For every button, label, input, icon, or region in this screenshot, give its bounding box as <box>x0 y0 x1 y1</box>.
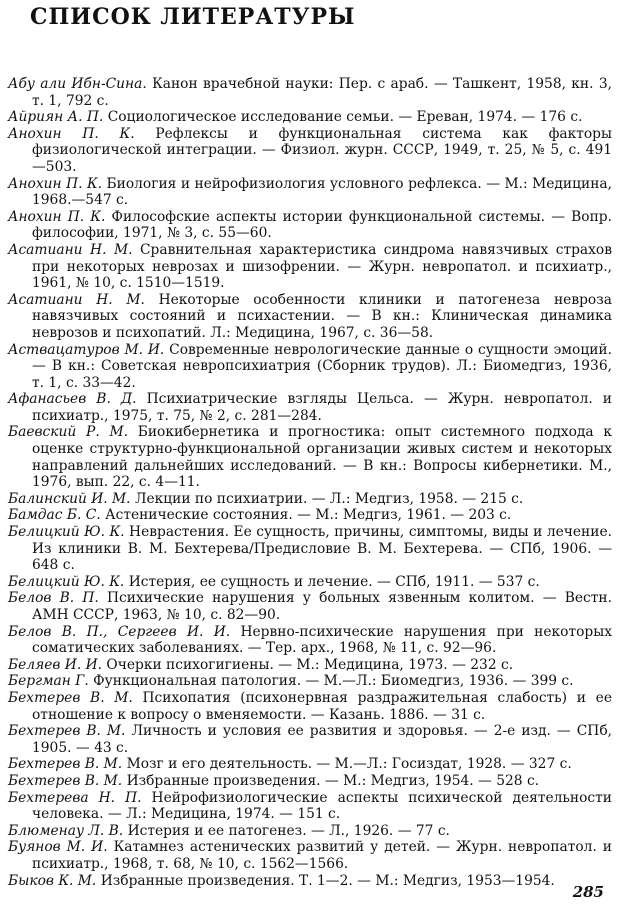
entry-text: Некоторые особенности клиники и патогенеза невроза навязчивых состояний и психастении. — В кн.: Клиническая динамика неврозов и психопатий. Л.: Медицина, 1967, с. 36—58. <box>32 291 612 341</box>
entry-text: Социологическое исследование семьи. — Ереван, 1974. — 176 с. <box>107 109 583 126</box>
entry-text: Биология и нейрофизиология условного рефлекса. — М.: Медицина, 1968.—547 с. <box>32 175 613 209</box>
bibliography-list <box>8 76 612 889</box>
list-item <box>8 773 612 790</box>
entry-text: Истерия и ее патогенез. — Л., 1926. — 77 с. <box>127 822 450 839</box>
entry-author: Блюменау Л. В. <box>8 822 124 839</box>
list-item <box>8 126 612 176</box>
entry-text: Биокибернетика и прогностика: опыт системного подхода к оценке структурно-функциональной организации живых систем и некоторых направлений дальнейших исследований. — В кн.: Вопросы кибернетики. М., 1976, вып. 22, с. 4—11. <box>32 424 612 491</box>
entry-author: Анохин П. К. <box>8 208 106 225</box>
entry-text: Астенические состояния. — М.: Медгиз, 1961. — 203 с. <box>105 507 512 524</box>
list-item <box>8 657 612 674</box>
list-item <box>8 839 612 872</box>
entry-text: Канон врачебной науки: Пер. с араб. — Ташкент, 1958, кн. 3, т. 1, 792 с. <box>32 76 612 109</box>
entry-author: Белов В. П. <box>8 590 99 607</box>
entry-author: Бехтерева Н. П. <box>8 789 142 806</box>
entry-author: Бехтерев В. М. <box>8 689 133 706</box>
list-item <box>8 242 612 292</box>
entry-author: Бехтерев В. М. <box>8 756 123 773</box>
entry-text: Избранные произведения. Т. 1—2. — М.: Медгиз, 1953—1954. <box>100 872 555 889</box>
entry-author: Бергман Г. <box>8 673 89 690</box>
entry-author: Афанасьев В. Д. <box>8 391 137 408</box>
entry-author: Асатиани Н. М. <box>8 241 133 258</box>
entry-author: Анохин П. К. <box>8 175 103 192</box>
entry-author: Быков К. М. <box>8 872 97 889</box>
list-item <box>8 507 612 524</box>
list-item <box>8 491 612 508</box>
entry-author: Бехтерев В. М. <box>8 723 126 740</box>
list-item <box>8 723 612 756</box>
entry-author: Асатиани Н. М. <box>8 291 145 308</box>
entry-author: Буянов М. И. <box>8 839 108 856</box>
page-title: СПИСОК ЛИТЕРАТУРЫ <box>30 4 356 30</box>
entry-text: Лекции по психиатрии. — Л.: Медгиз, 1958. — 215 с. <box>134 490 524 507</box>
list-item <box>8 590 612 623</box>
entry-author: Баевский Р. М. <box>8 424 128 441</box>
list-item <box>8 391 612 424</box>
list-item <box>8 176 612 209</box>
entry-text: Нейрофизиологические аспекты психической деятельности человека. — Л.: Медицина, 1974. — 151 с. <box>32 789 612 823</box>
entry-text: Философские аспекты истории функциональной системы. — Вопр. философии, 1971, № 3, с. 55—60. <box>32 208 613 242</box>
entry-author: Абу али Ибн-Сина. <box>8 76 147 92</box>
list-item <box>8 624 612 657</box>
entry-text: Очерки психогигиены. — М.: Медицина, 1973. — 232 с. <box>106 656 514 673</box>
list-item <box>8 292 612 342</box>
entry-text: Катамнез астенических развитий у детей. — Журн. невропатол. и психиатр., 1968, т. 68, № 10, с. 1562—1566. <box>32 839 613 872</box>
entry-text: Сравнительная характеристика синдрома навязчивых страхов при некоторых неврозах и шизофрении. — Журн. невропатол. и психиатр., 1961, № 10, с. 1510—1519. <box>32 241 612 292</box>
entry-text: Личность и условия ее развития и здоровья. — 2-е изд. — СПб, 1905. — 43 с. <box>32 723 613 756</box>
list-item <box>8 424 612 490</box>
list-item <box>8 873 612 890</box>
entry-author: Белов В. П., Сергеев И. И. <box>8 623 231 640</box>
list-item <box>8 209 612 242</box>
entry-text: Мозг и его деятельность. — М.—Л.: Госиздат, 1928. — 327 с. <box>126 756 572 773</box>
entry-author: Аствацатуров М. И. <box>8 341 165 358</box>
entry-text: Избранные произведения. — М.: Медгиз, 1954. — 528 с. <box>126 772 540 789</box>
entry-author: Айриян А. П. <box>8 109 104 126</box>
entry-text: Психиатрические взгляды Цельса. — Журн. невропатол. и психиатр., 1975, т. 75, № 2, с. 281—284. <box>32 391 612 424</box>
entry-author: Бехтерев В. М. <box>8 772 123 789</box>
list-item <box>8 76 612 109</box>
list-item <box>8 790 612 823</box>
entry-text: Современные неврологические данные о сущности эмоций. — В кн.: Советская невропсихиатрия (Сборник трудов). Л.: Биомедгиз, 1936, т. 1, с. 33—42. <box>32 341 612 391</box>
list-item <box>8 690 612 723</box>
list-item <box>8 574 612 591</box>
entry-author: Белицкий Ю. К. <box>8 573 125 590</box>
list-item <box>8 342 612 392</box>
page-number: 285 <box>572 883 604 901</box>
entry-author: Белицкий Ю. К. <box>8 524 125 541</box>
entry-text: Психические нарушения у больных язвенным колитом. — Вестн. АМН СССР, 1963, № 10, с. 82—90. <box>32 590 612 623</box>
list-item <box>8 524 612 574</box>
entry-text: Неврастения. Ее сущность, причины, симптомы, виды и лечение. Из клиники В. М. Бехтерева/Предисловие В. М. Бехтерева. — СПб, 1906. — 648 с. <box>32 524 612 574</box>
list-item <box>8 109 612 126</box>
entry-text: Психопатия (психонервная раздражительная слабость) и ее отношение к вопросу о вменяемости. — Казань. 1886. — 31 с. <box>32 689 612 723</box>
list-item <box>8 823 612 840</box>
entry-text: Функциональная патология. — М.—Л.: Биомедгиз, 1936. — 399 с. <box>93 673 574 690</box>
entry-text: Истерия, ее сущность и лечение. — СПб, 1911. — 537 с. <box>128 573 540 590</box>
list-item <box>8 756 612 773</box>
entry-author: Балинский И. М. <box>8 490 131 507</box>
list-item <box>8 673 612 690</box>
entry-text: Нервно-психические нарушения при некоторых соматических заболеваниях. — Тер. арх., 1968, № 11, с. 92—96. <box>32 623 613 657</box>
entry-author: Бамдас Б. С. <box>8 507 101 524</box>
entry-author: Анохин П. К. <box>8 125 135 142</box>
entry-text: Рефлексы и функциональная система как факторы физиологической интеграции. — Физиол. журн. СССР, 1949, т. 25, № 5, с. 491—503. <box>32 125 612 175</box>
entry-author: Беляев И. И. <box>8 656 103 673</box>
